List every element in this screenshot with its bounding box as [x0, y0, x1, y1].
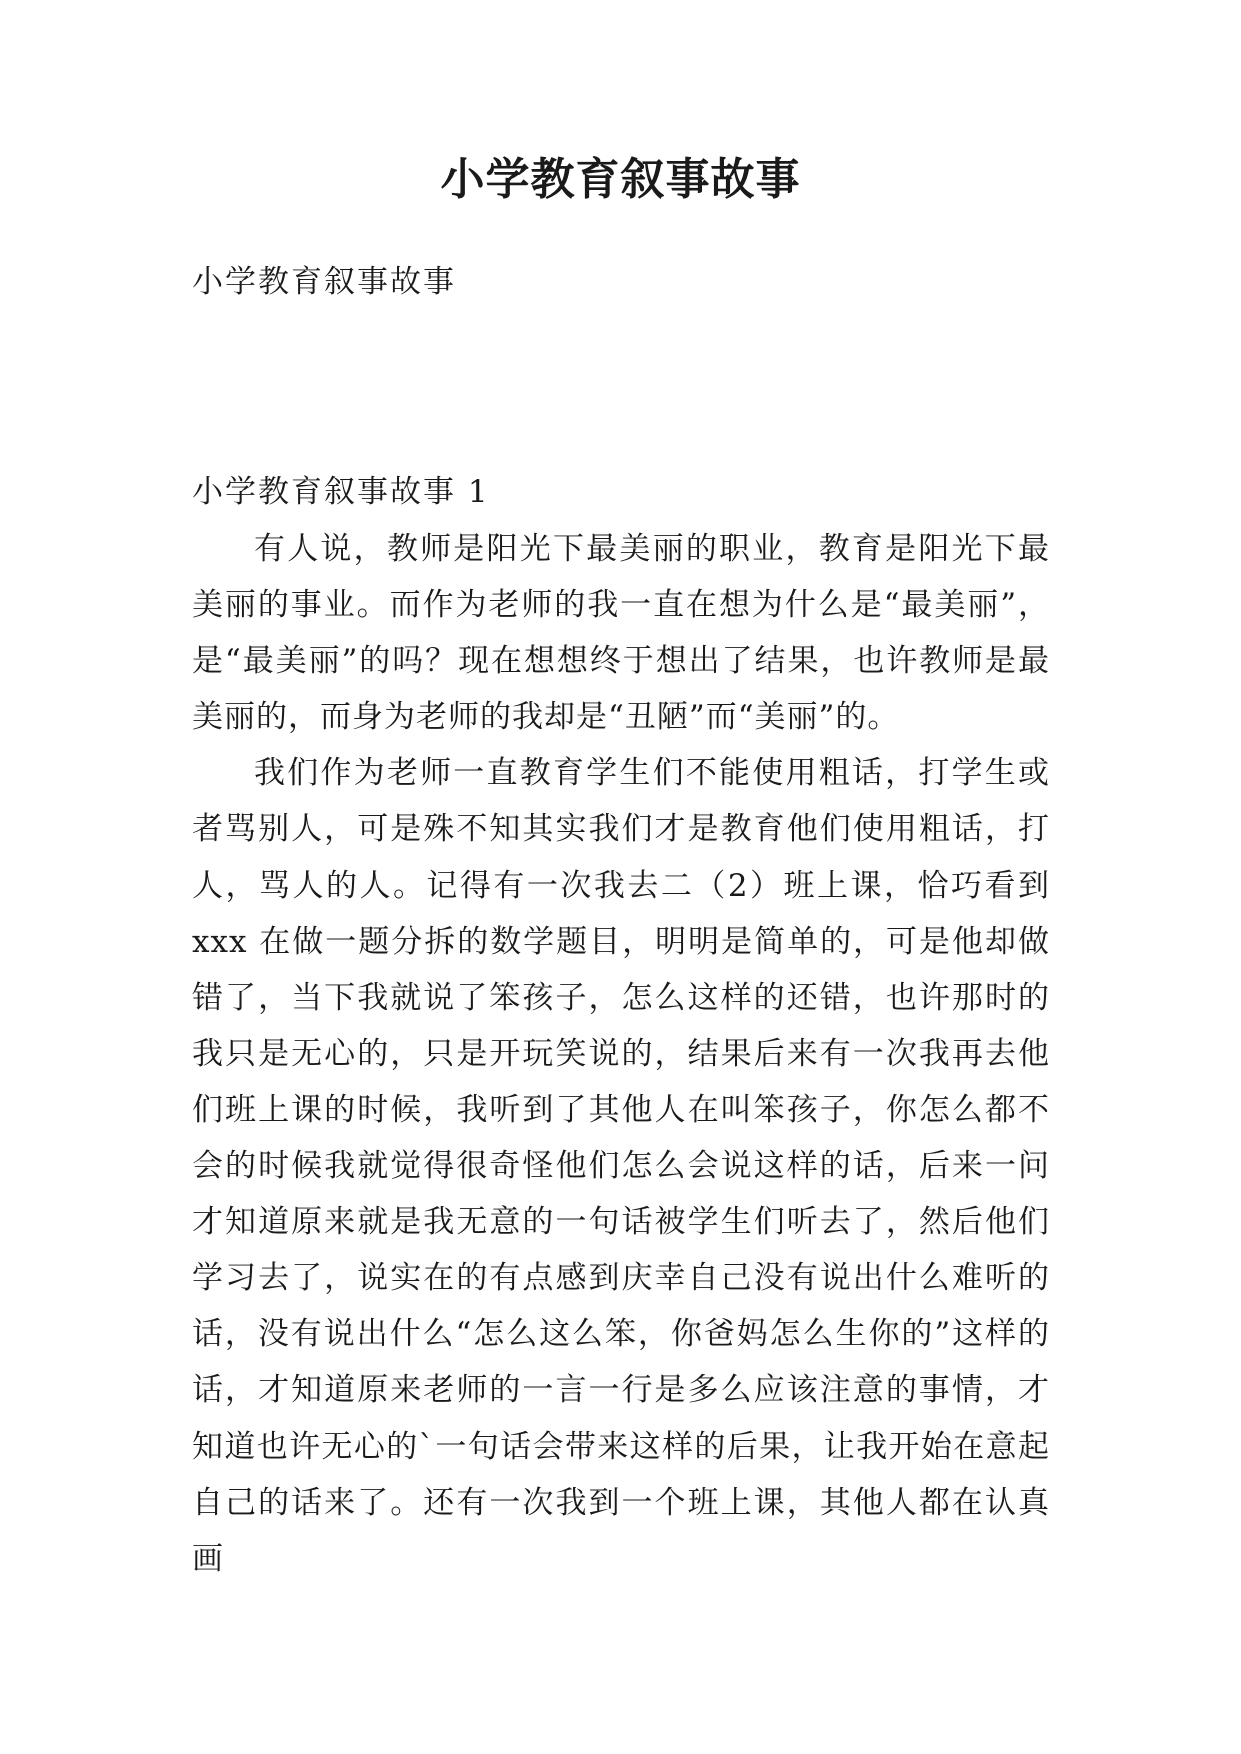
body-text [192, 521, 1050, 1587]
section-heading: 小学教育叙事故事 1 [192, 474, 490, 510]
paragraph: 有人说，教师是阳光下最美丽的职业，教育是阳光下最美丽的事业。而作为老师的我一直在想为什么是“最美丽”，是“最美丽”的吗？现在想想终于想出了结果，也许教师是最美丽的，而身为老师的我却是“丑陋”而“美丽”的。 [192, 531, 1050, 736]
document-subtitle: 小学教育叙事故事 [192, 264, 456, 300]
paragraph: 我们作为老师一直教育学生们不能使用粗话，打学生或者骂别人，可是殊不知其实我们才是教育他们使用粗话，打人，骂人的人。记得有一次我去二（2）班上课，恰巧看到 xxx 在做一题分拆的数学题目，明明是简单的，可是他却做错了，当下我就说了笨孩子，怎么这样的还错，也许那时的我只是无心的，只是开玩笑说的，结果后来有一次我再去他们班上课的时候，我听到了其他人在叫笨孩子，你怎么都不会的时候我就觉得很奇怪他们怎么会说这样的话，后来一问才知道原来就是我无意的一句话被学生们听去了，然后他们学习去了，说实在的有点感到庆幸自己没有说出什么难听的话，没有说出什么“怎么这么笨，你爸妈怎么生你的”这样的话，才知道原来老师的一言一行是多么应该注意的事情，才知道也许无心的`一句话会带来这样的后果，让我开始在意起自己的话来了。还有一次我到一个班上课，其他人都在认真画 [192, 755, 1050, 1577]
document-title: 小学教育叙事故事 [440, 154, 801, 205]
